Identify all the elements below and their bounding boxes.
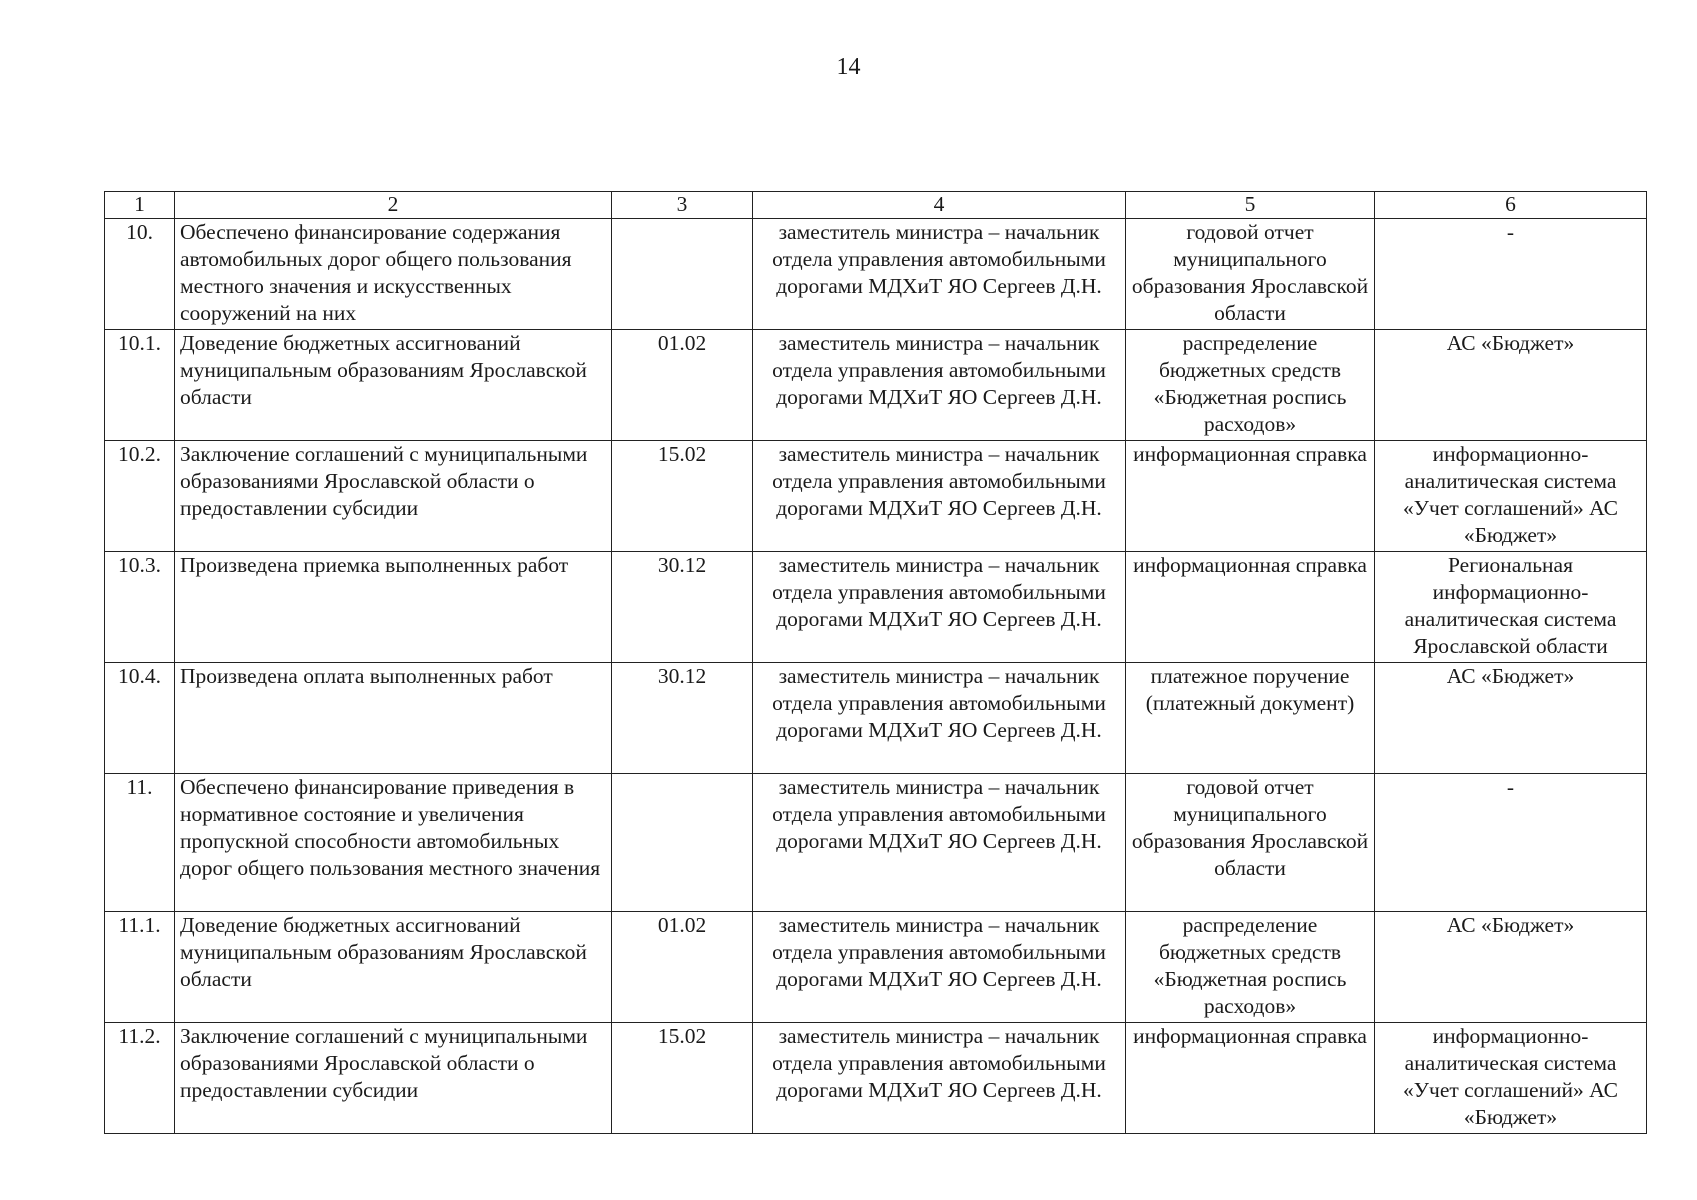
- item-report-document: распределение бюджетных средств «Бюджетная роспись расходов»: [1126, 330, 1375, 441]
- item-number: 11.1.: [105, 912, 175, 1023]
- page-number: 14: [836, 54, 861, 80]
- item-information-system: АС «Бюджет»: [1375, 330, 1647, 441]
- item-number: 10.4.: [105, 663, 175, 774]
- item-number: 10.2.: [105, 441, 175, 552]
- table-row: [105, 774, 1647, 912]
- item-number: 11.: [105, 774, 175, 912]
- item-deadline: 15.02: [612, 1023, 753, 1134]
- item-responsible: заместитель министра – начальник отдела управления автомобильными дорогами МДХиТ ЯО Сергеев Д.Н.: [753, 552, 1126, 663]
- measures-table: [104, 191, 1647, 1134]
- column-header: 3: [612, 192, 753, 219]
- column-header: 2: [175, 192, 612, 219]
- item-deadline: 15.02: [612, 441, 753, 552]
- item-information-system: информационно-аналитическая система «Учет соглашений» АС «Бюджет»: [1375, 441, 1647, 552]
- column-header: 1: [105, 192, 175, 219]
- item-description: Доведение бюджетных ассигнований муниципальным образованиям Ярославской области: [175, 330, 612, 441]
- table-row: [105, 663, 1647, 774]
- item-report-document: распределение бюджетных средств «Бюджетная роспись расходов»: [1126, 912, 1375, 1023]
- table-row: [105, 219, 1647, 330]
- item-number: 10.1.: [105, 330, 175, 441]
- item-report-document: информационная справка: [1126, 1023, 1375, 1134]
- item-responsible: заместитель министра – начальник отдела управления автомобильными дорогами МДХиТ ЯО Сергеев Д.Н.: [753, 774, 1126, 912]
- item-information-system: Региональная информационно-аналитическая система Ярославской области: [1375, 552, 1647, 663]
- item-report-document: годовой отчет муниципального образования Ярославской области: [1126, 219, 1375, 330]
- item-deadline: 30.12: [612, 663, 753, 774]
- table-row: [105, 912, 1647, 1023]
- item-number: 10.: [105, 219, 175, 330]
- item-deadline: 30.12: [612, 552, 753, 663]
- item-deadline: 01.02: [612, 912, 753, 1023]
- item-responsible: заместитель министра – начальник отдела управления автомобильными дорогами МДХиТ ЯО Сергеев Д.Н.: [753, 1023, 1126, 1134]
- item-report-document: информационная справка: [1126, 441, 1375, 552]
- item-description: Доведение бюджетных ассигнований муниципальным образованиям Ярославской области: [175, 912, 612, 1023]
- item-description: Заключение соглашений с муниципальными образованиями Ярославской области о предоставлении субсидии: [175, 441, 612, 552]
- item-information-system: АС «Бюджет»: [1375, 663, 1647, 774]
- item-responsible: заместитель министра – начальник отдела управления автомобильными дорогами МДХиТ ЯО Сергеев Д.Н.: [753, 330, 1126, 441]
- item-report-document: годовой отчет муниципального образования Ярославской области: [1126, 774, 1375, 912]
- table-row: [105, 441, 1647, 552]
- item-information-system: -: [1375, 219, 1647, 330]
- item-description: Произведена оплата выполненных работ: [175, 663, 612, 774]
- header-row: [105, 192, 1647, 219]
- table-header: [105, 192, 1647, 219]
- item-information-system: АС «Бюджет»: [1375, 912, 1647, 1023]
- item-responsible: заместитель министра – начальник отдела управления автомобильными дорогами МДХиТ ЯО Сергеев Д.Н.: [753, 663, 1126, 774]
- item-description: Заключение соглашений с муниципальными образованиями Ярославской области о предоставлении субсидии: [175, 1023, 612, 1134]
- column-header: 4: [753, 192, 1126, 219]
- item-information-system: -: [1375, 774, 1647, 912]
- item-responsible: заместитель министра – начальник отдела управления автомобильными дорогами МДХиТ ЯО Сергеев Д.Н.: [753, 219, 1126, 330]
- column-header: 5: [1126, 192, 1375, 219]
- item-deadline: [612, 774, 753, 912]
- item-deadline: [612, 219, 753, 330]
- item-description: Обеспечено финансирование содержания автомобильных дорог общего пользования местного значения и искусственных сооружений на них: [175, 219, 612, 330]
- column-header: 6: [1375, 192, 1647, 219]
- table-row: [105, 330, 1647, 441]
- item-report-document: платежное поручение (платежный документ): [1126, 663, 1375, 774]
- item-responsible: заместитель министра – начальник отдела управления автомобильными дорогами МДХиТ ЯО Сергеев Д.Н.: [753, 441, 1126, 552]
- item-number: 11.2.: [105, 1023, 175, 1134]
- item-report-document: информационная справка: [1126, 552, 1375, 663]
- item-number: 10.3.: [105, 552, 175, 663]
- item-deadline: 01.02: [612, 330, 753, 441]
- table-body: [105, 219, 1647, 1134]
- item-responsible: заместитель министра – начальник отдела управления автомобильными дорогами МДХиТ ЯО Сергеев Д.Н.: [753, 912, 1126, 1023]
- item-description: Обеспечено финансирование приведения в нормативное состояние и увеличения пропускной способности автомобильных дорог общего пользования местного значения: [175, 774, 612, 912]
- table-row: [105, 1023, 1647, 1134]
- item-information-system: информационно-аналитическая система «Учет соглашений» АС «Бюджет»: [1375, 1023, 1647, 1134]
- table-row: [105, 552, 1647, 663]
- item-description: Произведена приемка выполненных работ: [175, 552, 612, 663]
